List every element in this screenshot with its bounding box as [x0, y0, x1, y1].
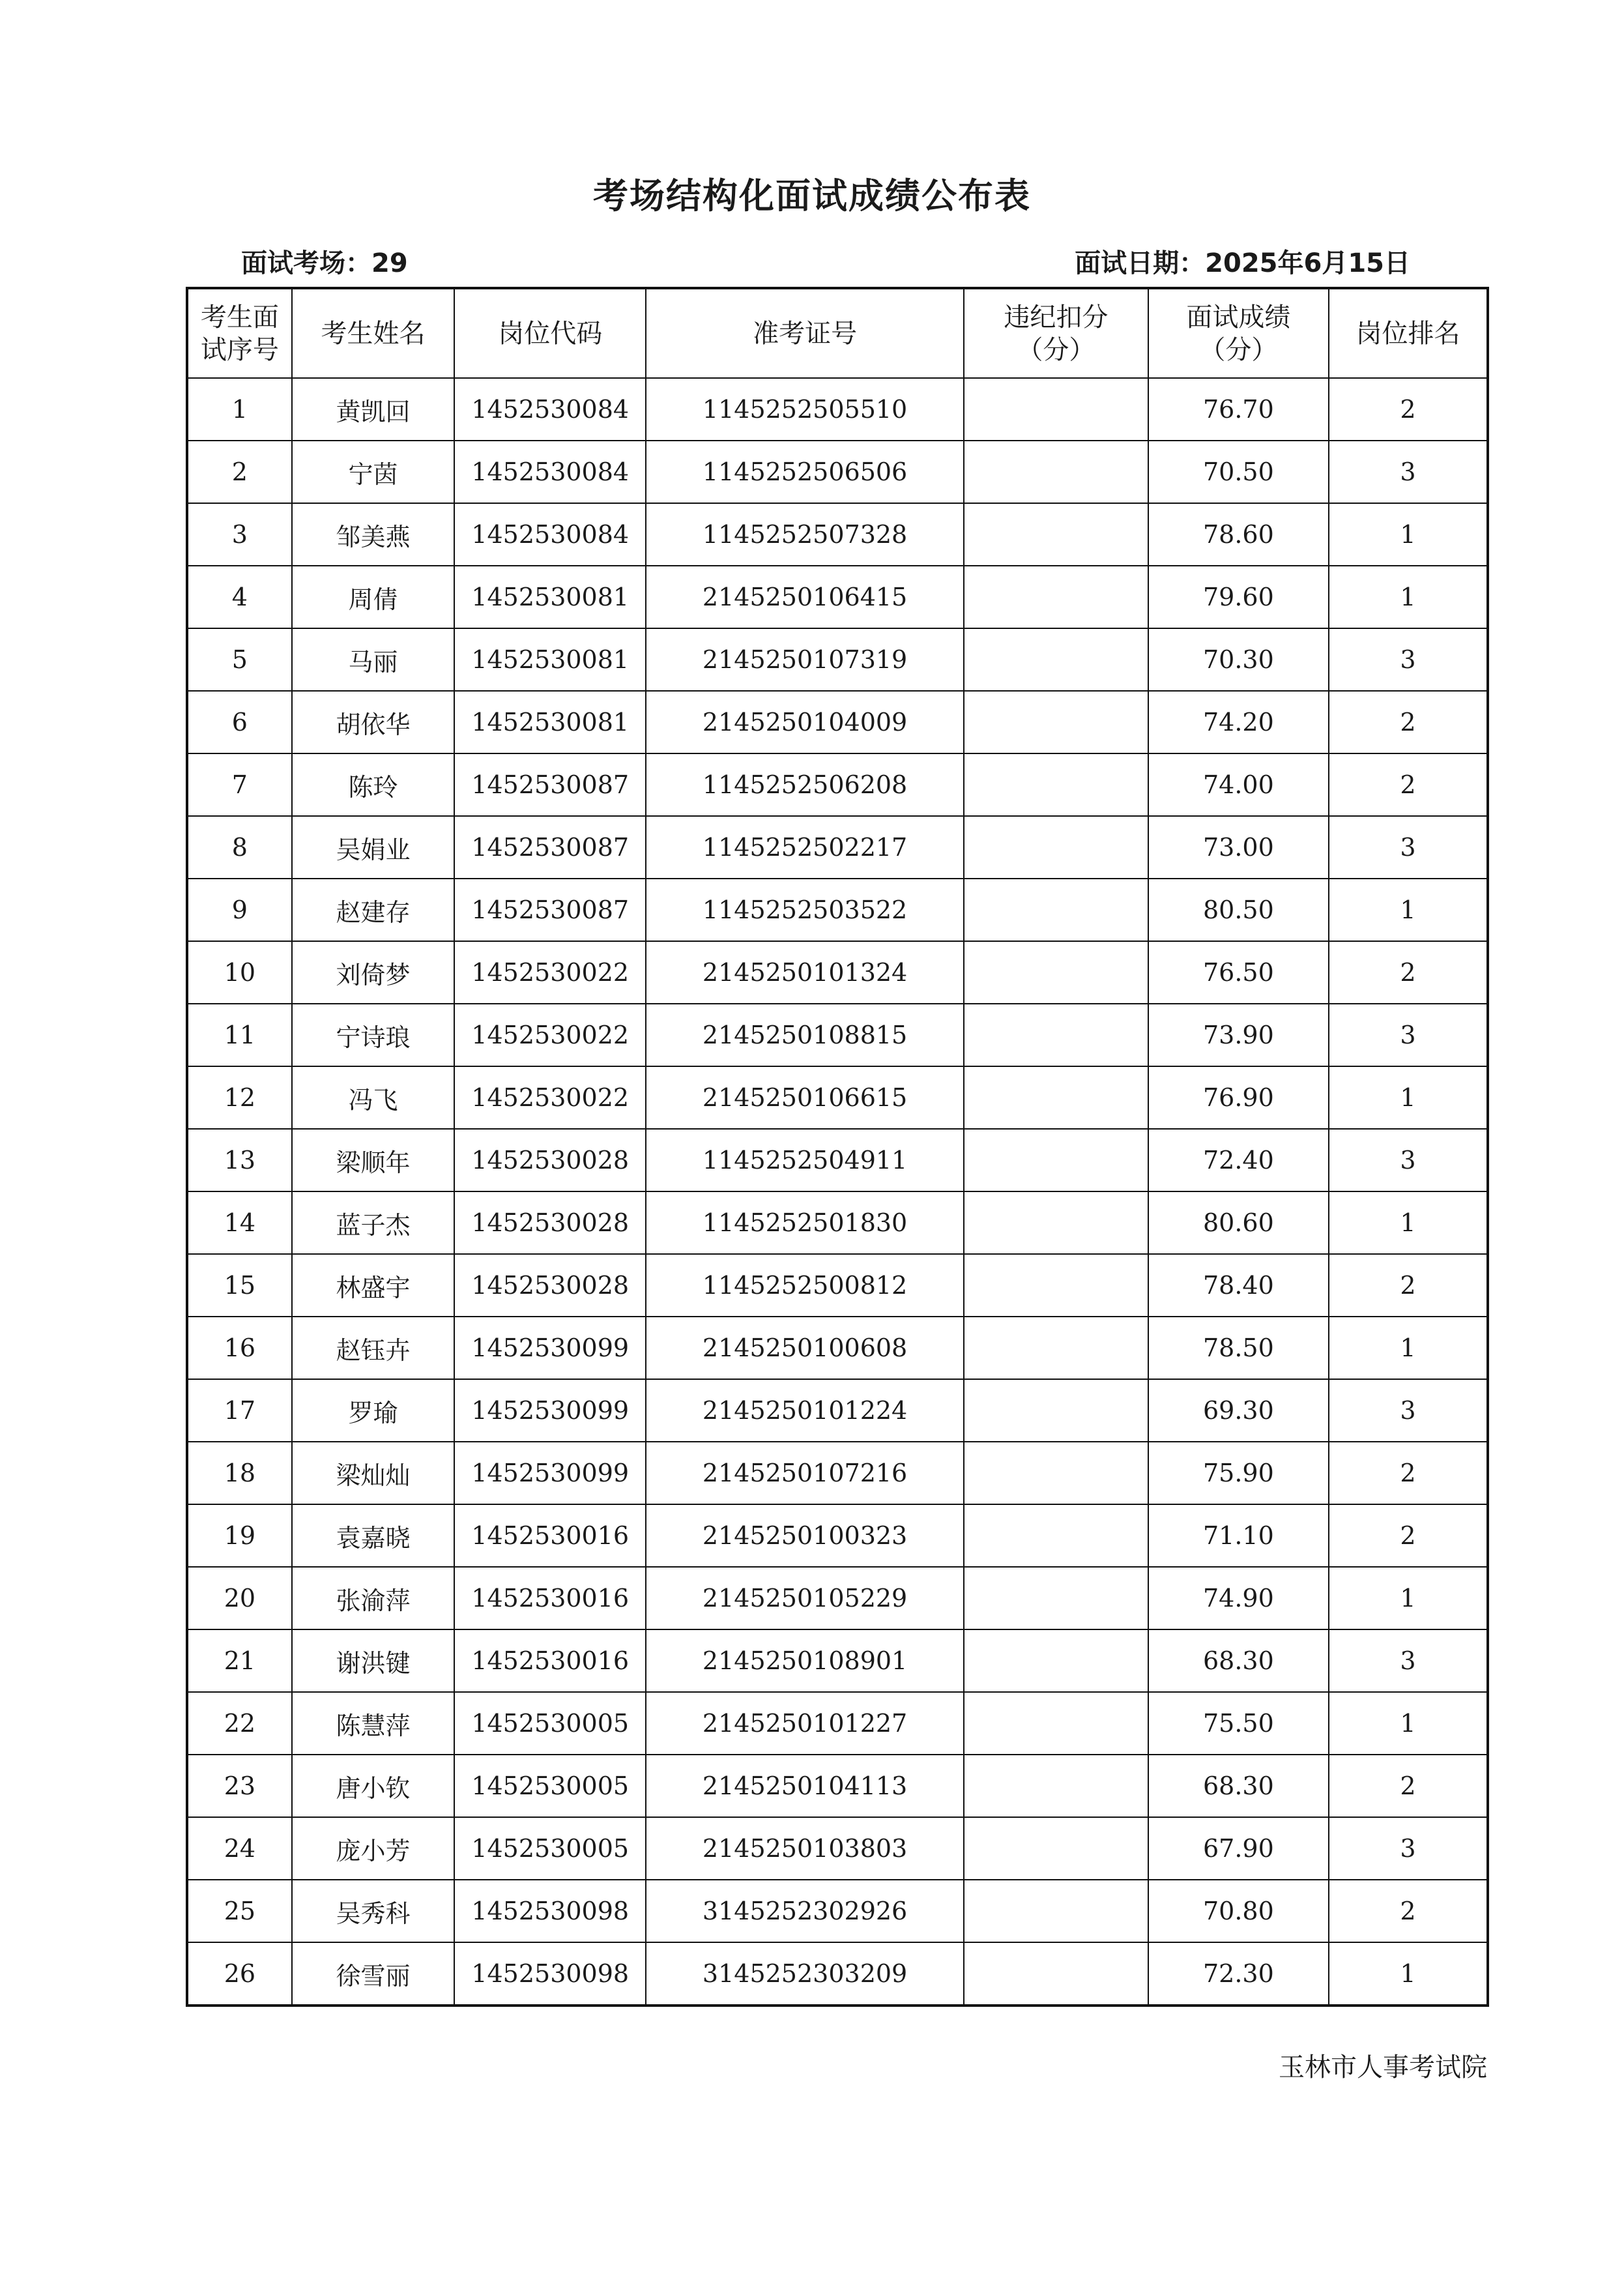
cell-ticket-no: 3145252302926 — [646, 1880, 964, 1942]
cell-post-code: 1452530028 — [454, 1129, 646, 1191]
cell-seq: 1 — [187, 378, 292, 441]
cell-deduction — [964, 1442, 1148, 1504]
cell-post-code: 1452530028 — [454, 1254, 646, 1317]
cell-post-code: 1452530022 — [454, 1004, 646, 1066]
cell-seq: 13 — [187, 1129, 292, 1191]
cell-name: 梁顺年 — [292, 1129, 455, 1191]
cell-name: 周倩 — [292, 566, 455, 628]
cell-post-code: 1452530084 — [454, 441, 646, 503]
cell-ticket-no: 1145252500812 — [646, 1254, 964, 1317]
cell-seq: 16 — [187, 1317, 292, 1379]
cell-deduction — [964, 1317, 1148, 1379]
cell-post-code: 1452530081 — [454, 628, 646, 691]
exam-room-label: 面试考场：29 — [241, 248, 408, 278]
cell-name: 梁灿灿 — [292, 1442, 455, 1504]
cell-name: 陈玲 — [292, 753, 455, 816]
cell-post-code: 1452530016 — [454, 1629, 646, 1692]
cell-post-code: 1452530099 — [454, 1317, 646, 1379]
cell-deduction — [964, 1880, 1148, 1942]
cell-ticket-no: 2145250107216 — [646, 1442, 964, 1504]
table-row — [187, 1317, 1488, 1379]
cell-name: 徐雪丽 — [292, 1942, 455, 2006]
cell-seq: 14 — [187, 1191, 292, 1254]
cell-score: 68.30 — [1148, 1755, 1329, 1817]
cell-name: 陈慧萍 — [292, 1692, 455, 1755]
cell-name: 赵建存 — [292, 879, 455, 941]
cell-seq: 5 — [187, 628, 292, 691]
cell-seq: 17 — [187, 1379, 292, 1442]
cell-seq: 2 — [187, 441, 292, 503]
cell-post-code: 1452530005 — [454, 1755, 646, 1817]
cell-deduction — [964, 1692, 1148, 1755]
cell-post-code: 1452530099 — [454, 1379, 646, 1442]
table-row — [187, 628, 1488, 691]
cell-deduction — [964, 1755, 1148, 1817]
cell-deduction — [964, 1254, 1148, 1317]
header-score: 面试成绩 （分） — [1148, 288, 1329, 378]
cell-ticket-no: 2145250107319 — [646, 628, 964, 691]
cell-rank: 2 — [1329, 1504, 1488, 1567]
table-row — [187, 1504, 1488, 1567]
cell-rank: 1 — [1329, 1942, 1488, 2006]
cell-ticket-no: 2145250101224 — [646, 1379, 964, 1442]
cell-deduction — [964, 1629, 1148, 1692]
table-row — [187, 503, 1488, 566]
cell-deduction — [964, 1504, 1148, 1567]
cell-score: 75.90 — [1148, 1442, 1329, 1504]
cell-deduction — [964, 378, 1148, 441]
cell-deduction — [964, 441, 1148, 503]
cell-score: 78.40 — [1148, 1254, 1329, 1317]
table-row — [187, 1817, 1488, 1880]
cell-ticket-no: 2145250105229 — [646, 1567, 964, 1629]
cell-seq: 10 — [187, 941, 292, 1004]
cell-ticket-no: 2145250104009 — [646, 691, 964, 753]
table-row — [187, 1191, 1488, 1254]
cell-deduction — [964, 691, 1148, 753]
cell-score: 73.90 — [1148, 1004, 1329, 1066]
cell-score: 74.00 — [1148, 753, 1329, 816]
cell-seq: 8 — [187, 816, 292, 879]
table-header-row — [187, 288, 1488, 378]
cell-ticket-no: 2145250104113 — [646, 1755, 964, 1817]
cell-deduction — [964, 1191, 1148, 1254]
issuer-name: 玉林市人事考试院 — [1279, 2052, 1487, 2082]
cell-rank: 2 — [1329, 691, 1488, 753]
cell-ticket-no: 1145252506208 — [646, 753, 964, 816]
cell-rank: 3 — [1329, 441, 1488, 503]
table-row — [187, 566, 1488, 628]
exam-date-label: 面试日期：2025年6月15日 — [1075, 248, 1410, 278]
header-rank: 岗位排名 — [1329, 288, 1488, 378]
cell-rank: 2 — [1329, 378, 1488, 441]
cell-rank: 1 — [1329, 1567, 1488, 1629]
cell-deduction — [964, 941, 1148, 1004]
cell-seq: 25 — [187, 1880, 292, 1942]
cell-score: 74.90 — [1148, 1567, 1329, 1629]
cell-deduction — [964, 503, 1148, 566]
header-ticket-no: 准考证号 — [646, 288, 964, 378]
cell-score: 73.00 — [1148, 816, 1329, 879]
cell-score: 78.50 — [1148, 1317, 1329, 1379]
cell-rank: 2 — [1329, 753, 1488, 816]
table-row — [187, 1880, 1488, 1942]
score-table — [186, 287, 1489, 2007]
cell-name: 唐小钦 — [292, 1755, 455, 1817]
cell-post-code: 1452530084 — [454, 503, 646, 566]
cell-score: 72.30 — [1148, 1942, 1329, 2006]
cell-seq: 6 — [187, 691, 292, 753]
cell-ticket-no: 1145252507328 — [646, 503, 964, 566]
cell-score: 76.50 — [1148, 941, 1329, 1004]
table-row — [187, 816, 1488, 879]
cell-ticket-no: 2145250101324 — [646, 941, 964, 1004]
cell-seq: 23 — [187, 1755, 292, 1817]
cell-rank: 3 — [1329, 1629, 1488, 1692]
cell-name: 赵钰卉 — [292, 1317, 455, 1379]
cell-post-code: 1452530087 — [454, 879, 646, 941]
cell-post-code: 1452530005 — [454, 1692, 646, 1755]
cell-score: 80.50 — [1148, 879, 1329, 941]
cell-score: 79.60 — [1148, 566, 1329, 628]
table-row — [187, 941, 1488, 1004]
cell-seq: 9 — [187, 879, 292, 941]
cell-score: 70.30 — [1148, 628, 1329, 691]
table-row — [187, 1254, 1488, 1317]
table-row — [187, 1004, 1488, 1066]
cell-ticket-no: 2145250100608 — [646, 1317, 964, 1379]
cell-post-code: 1452530087 — [454, 816, 646, 879]
cell-deduction — [964, 1942, 1148, 2006]
cell-ticket-no: 1145252501830 — [646, 1191, 964, 1254]
table-row — [187, 1692, 1488, 1755]
cell-ticket-no: 1145252506506 — [646, 441, 964, 503]
cell-post-code: 1452530098 — [454, 1880, 646, 1942]
table-row — [187, 1379, 1488, 1442]
cell-post-code: 1452530098 — [454, 1942, 646, 2006]
cell-score: 76.70 — [1148, 378, 1329, 441]
cell-name: 刘倚梦 — [292, 941, 455, 1004]
cell-rank: 2 — [1329, 1880, 1488, 1942]
cell-name: 胡依华 — [292, 691, 455, 753]
cell-name: 邹美燕 — [292, 503, 455, 566]
cell-name: 马丽 — [292, 628, 455, 691]
table-row — [187, 1567, 1488, 1629]
header-deduction: 违纪扣分 （分） — [964, 288, 1148, 378]
cell-ticket-no: 1145252502217 — [646, 816, 964, 879]
cell-rank: 1 — [1329, 879, 1488, 941]
page-title: 考场结构化面试成绩公布表 — [593, 175, 1031, 216]
cell-score: 69.30 — [1148, 1379, 1329, 1442]
cell-rank: 3 — [1329, 1379, 1488, 1442]
cell-name: 罗瑜 — [292, 1379, 455, 1442]
cell-deduction — [964, 1817, 1148, 1880]
cell-seq: 7 — [187, 753, 292, 816]
cell-name: 吴秀科 — [292, 1880, 455, 1942]
cell-post-code: 1452530084 — [454, 378, 646, 441]
cell-post-code: 1452530022 — [454, 941, 646, 1004]
cell-post-code: 1452530081 — [454, 691, 646, 753]
cell-ticket-no: 2145250101227 — [646, 1692, 964, 1755]
cell-rank: 3 — [1329, 1817, 1488, 1880]
cell-seq: 3 — [187, 503, 292, 566]
cell-rank: 2 — [1329, 1755, 1488, 1817]
table-body — [187, 378, 1488, 2006]
cell-rank: 3 — [1329, 1129, 1488, 1191]
cell-post-code: 1452530016 — [454, 1567, 646, 1629]
cell-rank: 3 — [1329, 628, 1488, 691]
table-row — [187, 1755, 1488, 1817]
cell-deduction — [964, 1129, 1148, 1191]
cell-seq: 15 — [187, 1254, 292, 1317]
cell-ticket-no: 1145252504911 — [646, 1129, 964, 1191]
cell-rank: 3 — [1329, 1004, 1488, 1066]
cell-score: 70.50 — [1148, 441, 1329, 503]
cell-score: 76.90 — [1148, 1066, 1329, 1129]
cell-rank: 1 — [1329, 566, 1488, 628]
cell-name: 谢洪键 — [292, 1629, 455, 1692]
header-post-code: 岗位代码 — [454, 288, 646, 378]
cell-seq: 18 — [187, 1442, 292, 1504]
cell-ticket-no: 2145250106615 — [646, 1066, 964, 1129]
cell-post-code: 1452530005 — [454, 1817, 646, 1880]
cell-ticket-no: 3145252303209 — [646, 1942, 964, 2006]
cell-score: 71.10 — [1148, 1504, 1329, 1567]
cell-deduction — [964, 816, 1148, 879]
cell-rank: 2 — [1329, 1442, 1488, 1504]
cell-name: 张渝萍 — [292, 1567, 455, 1629]
cell-post-code: 1452530081 — [454, 566, 646, 628]
cell-ticket-no: 2145250106415 — [646, 566, 964, 628]
table-row — [187, 1442, 1488, 1504]
table-row — [187, 1942, 1488, 2006]
table-row — [187, 1129, 1488, 1191]
cell-name: 庞小芳 — [292, 1817, 455, 1880]
cell-seq: 19 — [187, 1504, 292, 1567]
cell-seq: 21 — [187, 1629, 292, 1692]
cell-name: 吴娟业 — [292, 816, 455, 879]
table-row — [187, 753, 1488, 816]
cell-score: 72.40 — [1148, 1129, 1329, 1191]
cell-seq: 12 — [187, 1066, 292, 1129]
cell-seq: 24 — [187, 1817, 292, 1880]
cell-score: 74.20 — [1148, 691, 1329, 753]
cell-ticket-no: 2145250108815 — [646, 1004, 964, 1066]
table-row — [187, 1066, 1488, 1129]
cell-deduction — [964, 753, 1148, 816]
header-name: 考生姓名 — [292, 288, 455, 378]
cell-name: 林盛宇 — [292, 1254, 455, 1317]
cell-ticket-no: 1145252503522 — [646, 879, 964, 941]
table-row — [187, 441, 1488, 503]
cell-seq: 26 — [187, 1942, 292, 2006]
cell-name: 蓝子杰 — [292, 1191, 455, 1254]
cell-score: 70.80 — [1148, 1880, 1329, 1942]
cell-rank: 1 — [1329, 1191, 1488, 1254]
cell-seq: 4 — [187, 566, 292, 628]
cell-score: 80.60 — [1148, 1191, 1329, 1254]
cell-post-code: 1452530016 — [454, 1504, 646, 1567]
cell-post-code: 1452530087 — [454, 753, 646, 816]
cell-rank: 1 — [1329, 1317, 1488, 1379]
cell-name: 黄凯回 — [292, 378, 455, 441]
cell-deduction — [964, 1004, 1148, 1066]
cell-seq: 11 — [187, 1004, 292, 1066]
header-seq: 考生面 试序号 — [187, 288, 292, 378]
cell-ticket-no: 2145250100323 — [646, 1504, 964, 1567]
cell-name: 冯飞 — [292, 1066, 455, 1129]
cell-rank: 1 — [1329, 1692, 1488, 1755]
cell-deduction — [964, 1567, 1148, 1629]
cell-rank: 2 — [1329, 1254, 1488, 1317]
cell-post-code: 1452530099 — [454, 1442, 646, 1504]
cell-deduction — [964, 566, 1148, 628]
cell-seq: 22 — [187, 1692, 292, 1755]
cell-name: 袁嘉晓 — [292, 1504, 455, 1567]
cell-deduction — [964, 1066, 1148, 1129]
cell-ticket-no: 2145250103803 — [646, 1817, 964, 1880]
cell-ticket-no: 2145250108901 — [646, 1629, 964, 1692]
cell-score: 78.60 — [1148, 503, 1329, 566]
cell-seq: 20 — [187, 1567, 292, 1629]
cell-score: 67.90 — [1148, 1817, 1329, 1880]
cell-deduction — [964, 628, 1148, 691]
table-row — [187, 378, 1488, 441]
cell-rank: 1 — [1329, 503, 1488, 566]
cell-name: 宁茵 — [292, 441, 455, 503]
cell-rank: 2 — [1329, 941, 1488, 1004]
cell-post-code: 1452530028 — [454, 1191, 646, 1254]
cell-post-code: 1452530022 — [454, 1066, 646, 1129]
cell-ticket-no: 1145252505510 — [646, 378, 964, 441]
cell-name: 宁诗琅 — [292, 1004, 455, 1066]
table-row — [187, 691, 1488, 753]
table-row — [187, 879, 1488, 941]
cell-deduction — [964, 879, 1148, 941]
cell-score: 75.50 — [1148, 1692, 1329, 1755]
cell-deduction — [964, 1379, 1148, 1442]
cell-rank: 3 — [1329, 816, 1488, 879]
table-row — [187, 1629, 1488, 1692]
cell-score: 68.30 — [1148, 1629, 1329, 1692]
cell-rank: 1 — [1329, 1066, 1488, 1129]
